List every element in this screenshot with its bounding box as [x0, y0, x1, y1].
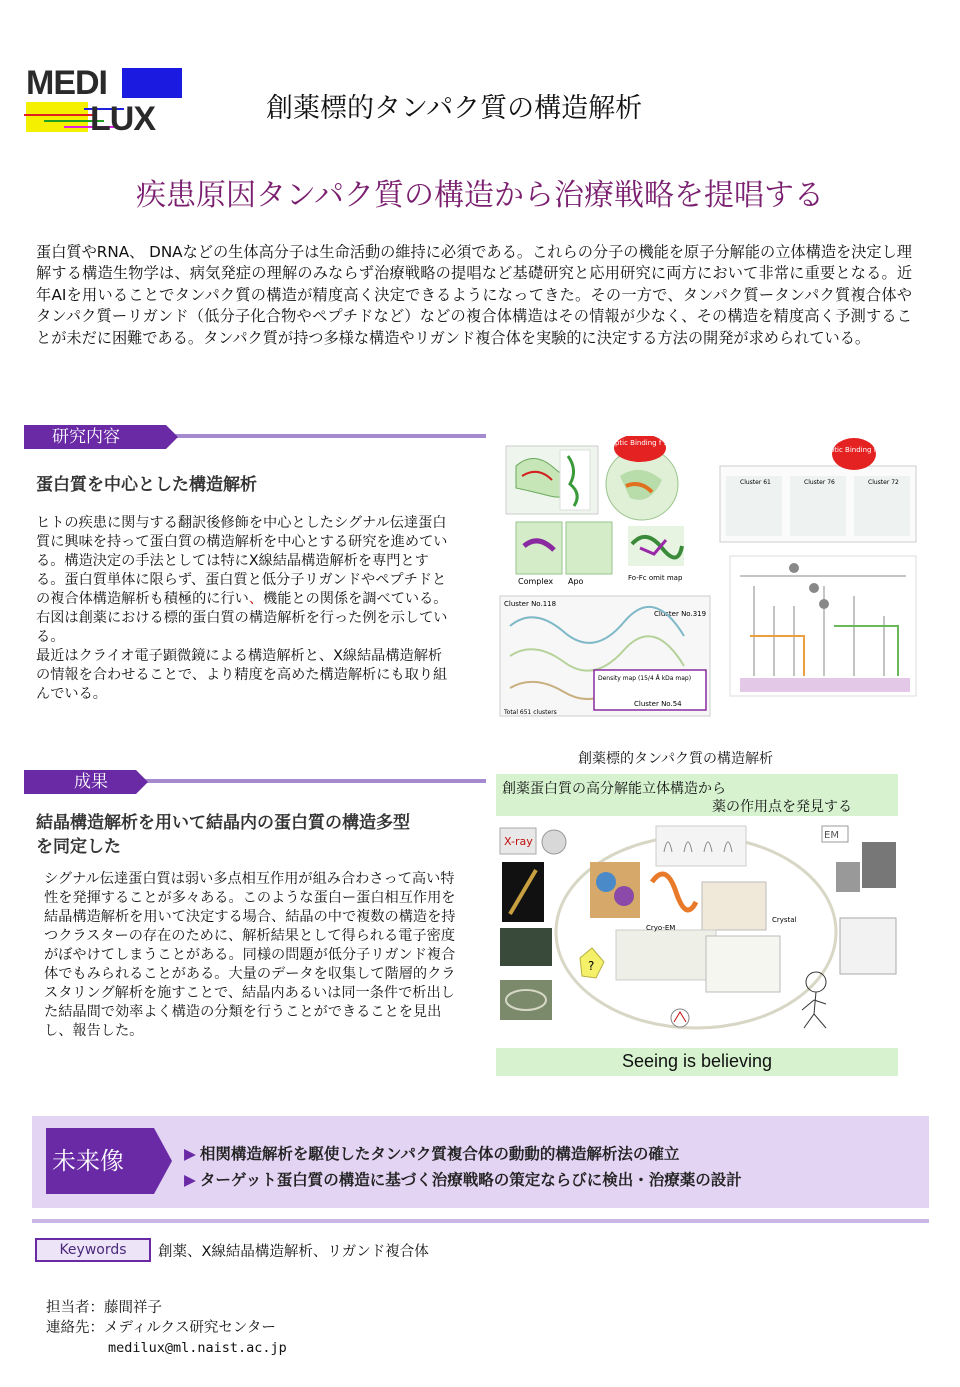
- cryptic-label-1: Cryptic Binding f Site: [603, 439, 677, 447]
- research-body: ヒトの疾患に関与する翻訳後修飾を中心としたシグナル伝達蛋白質に興味を持って蛋白質の構造解析を中心とする研究を進めている。構造決定の手法としては特にX線結晶構造解析を専門とする。蛋白質単体に限らず、蛋白質と低分子リガンドやペプチドとの複合体構造解析も積極的に行い、機能との関係を調べている。 右図は創薬における標的蛋白質の構造解析を行った例を示している。 最近はクライオ電子顕微鏡による構造解析と、X線結晶構造解析の情報を合わせることで、より精度を高めた構造解析にも取り組んでいる。: [36, 515, 448, 702]
- keywords-tag: Keywords: [35, 1238, 151, 1262]
- keywords-divider: [32, 1219, 929, 1223]
- results-figure-svg: [496, 822, 898, 1046]
- results-subhead-line1: 結晶構造解析を用いて結晶内の蛋白質の構造多型: [36, 813, 410, 833]
- cluster-label-319: Cluster No.319: [654, 610, 707, 618]
- logo-text-medi: MEDI: [26, 64, 107, 102]
- cryoem-label: Cryo-EM: [646, 924, 676, 932]
- cluster-72: Cluster 72: [868, 479, 899, 486]
- logo-text-lux: LUX: [90, 100, 155, 138]
- cluster-label-54: Cluster No.54: [634, 700, 682, 708]
- em-label: EM: [824, 830, 839, 841]
- results-fig-title-line2: 薬の作用点を発見する: [712, 799, 852, 815]
- apo-label: Apo: [568, 577, 584, 586]
- cluster-76: Cluster 76: [804, 479, 835, 486]
- results-body: シグナル伝達蛋白質は弱い多点相互作用が組み合わさって高い特性を発揮することが多々ある。このような蛋白ー蛋白相互作用を結晶構造解析を用いて決定する場合、結晶の中で複数の構造を持つクラスターの存在のために、解析結果として得られる電子密度がぼやけてしまうことがある。同様の問題が低分子リガンド複合体でもみられることがある。大量のデータを収集して階層的クラスタリング解析を施すことで、結晶内あるいは同一条件で析出した結晶間で効率よく構造の分類を行うことができることを見出し、報告した。: [44, 871, 456, 1039]
- cluster-61: Cluster 61: [740, 479, 771, 486]
- results-subhead-line2: を同定した: [36, 837, 121, 857]
- crystal-label: Crystal: [772, 916, 797, 924]
- future-band: [32, 1116, 929, 1208]
- results-fig-title-line1: 創薬蛋白質の高分解能立体構造から: [502, 781, 726, 797]
- question-mark: ?: [588, 959, 595, 973]
- contact-person: 担当者：藤間祥子: [46, 1300, 162, 1316]
- omit-map-label: Fo-Fc omit map: [628, 574, 683, 582]
- keywords-text: 創薬、X線結晶構造解析、リガンド複合体: [158, 1244, 429, 1260]
- results-tag: 成果: [24, 770, 136, 794]
- poster-title: 創薬標的タンパク質の構造解析: [266, 93, 643, 124]
- cluster-label-118: Cluster No.118: [504, 600, 557, 608]
- research-figure-svg: [494, 436, 924, 744]
- intro-paragraph: 蛋白質やRNA、 DNAなどの生体高分子は生命活動の維持に必須である。これらの分子の機能を原子分解能の立体構造を決定し理解する構造生物学は、病気発症の理解のみならず治療戦略の提唱など基礎研究と応用研究に両方において非常に重要となる。近年AIを用いることでタンパク質の構造が精度高く決定できるようになってきた。その一方で、タンパク質ータンパク質複合体やタンパク質ーリガンド（低分子化合物やペプチドなど）などの複合体構造はその情報が少なく、その構造を精度高く予測することが未だに困難である。タンパク質が持つ多様な構造やリガンド複合体を実験的に決定する方法の開発が求められている。: [36, 243, 912, 347]
- research-subhead: 蛋白質を中心とした構造解析: [36, 475, 257, 495]
- medilux-logo: [24, 64, 186, 138]
- future-tag: 未来像: [46, 1128, 154, 1194]
- headline: 疾患原因タンパク質の構造から治療戦略を提唱する: [136, 178, 824, 213]
- future-goal-1: ▶ 相関構造解析を駆使したタンパク質複合体の動動的構造解析法の確立: [184, 1145, 680, 1163]
- total-clusters-label: Total 651 clusters: [504, 709, 557, 716]
- results-figure: [496, 822, 898, 1046]
- contact-email[interactable]: medilux@ml.naist.ac.jp: [108, 1340, 287, 1356]
- research-figure-caption: 創薬標的タンパク質の構造解析: [578, 751, 774, 767]
- density-map-label: Density map (15/4 Å kDa map): [598, 675, 692, 682]
- research-figure: [494, 436, 924, 744]
- contact-org: 連絡先：メディルクス研究センター: [46, 1320, 276, 1336]
- xray-label: X-ray: [504, 835, 533, 848]
- complex-label: Complex: [518, 577, 554, 586]
- research-tag: 研究内容: [24, 425, 166, 449]
- logo-blue-bar: [122, 68, 182, 98]
- future-goal-2: ▶ ターゲット蛋白質の構造に基づく治療戦略の策定ならびに検出・治療薬の設計: [184, 1171, 742, 1189]
- results-fig-footer: Seeing is believing: [621, 1051, 773, 1071]
- cryptic-label-2: Cryptic Binding form: [817, 446, 891, 454]
